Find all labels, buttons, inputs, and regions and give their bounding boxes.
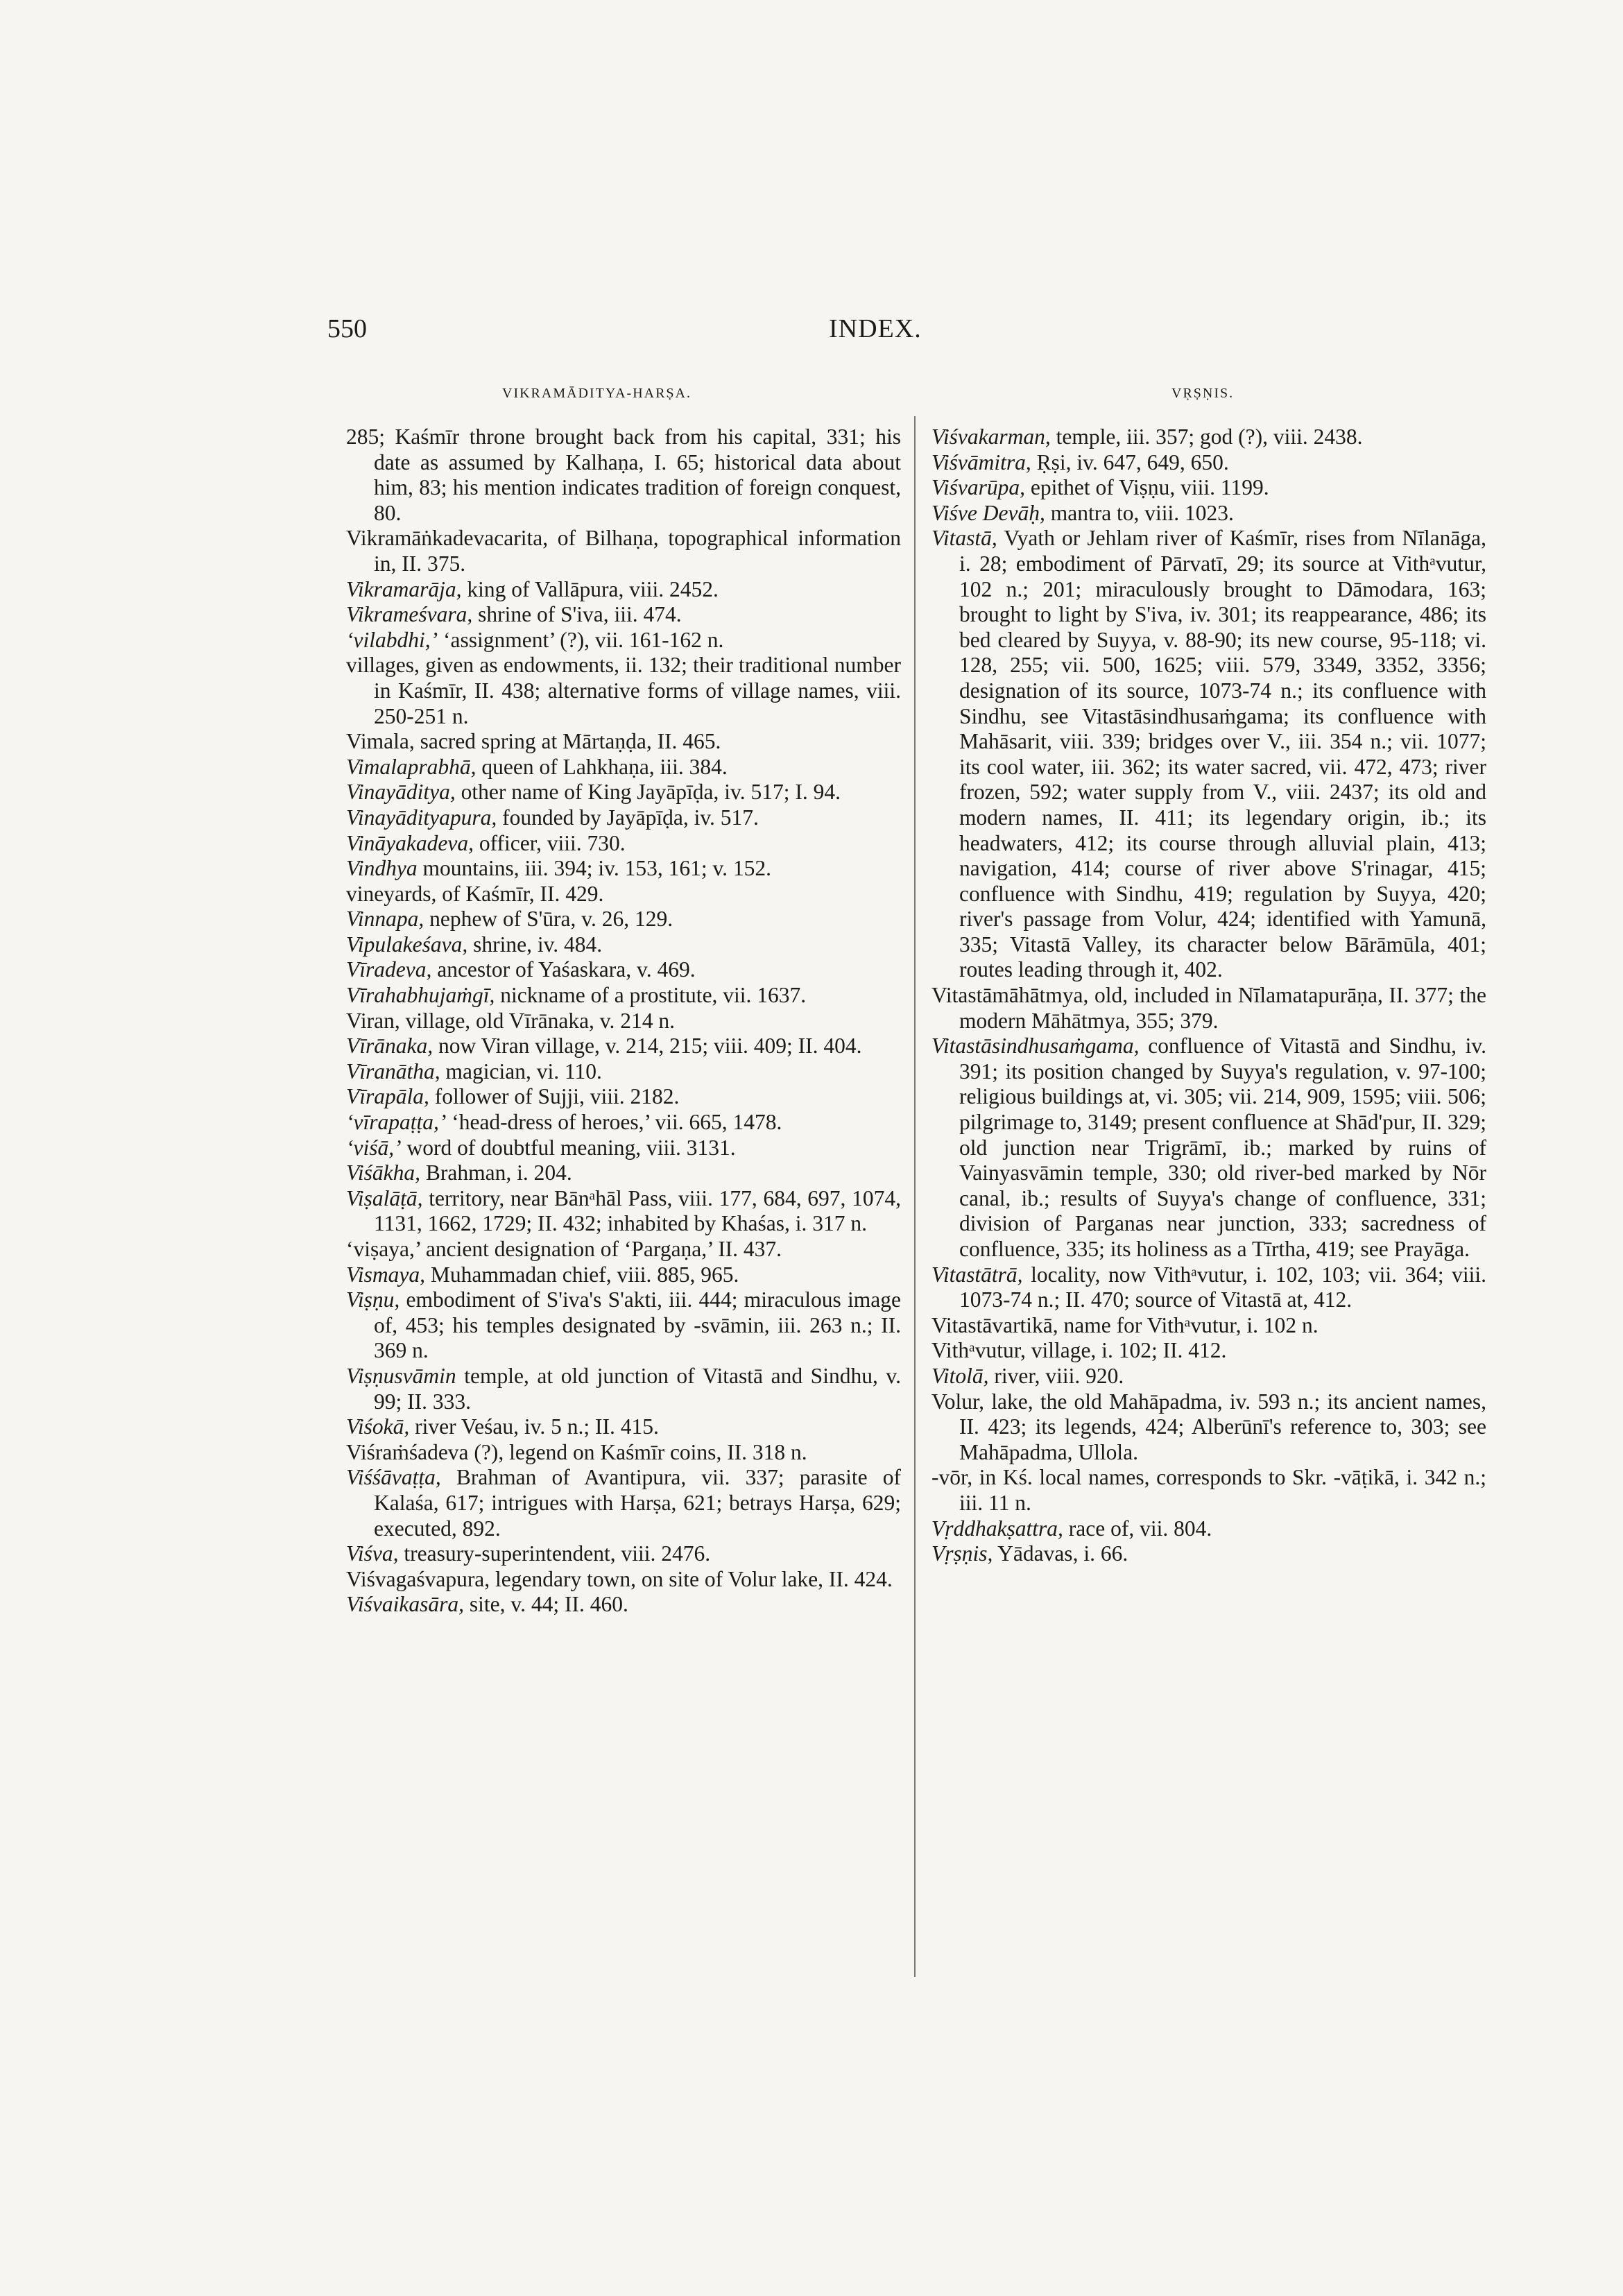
entry-headword: Viśokā, — [346, 1414, 410, 1439]
entry-headword: Vitastātrā, — [931, 1262, 1023, 1287]
entry-text: king of Vallāpura, viii. 2452. — [461, 576, 719, 601]
entry-headword: Vikramarāja, — [346, 576, 462, 601]
entry-text: queen of Lahkhaṇa, iii. 384. — [476, 754, 728, 779]
entry-headword: Vināyakadeva, — [346, 830, 474, 855]
entry-headword: Vitastāsindhusaṁgama, — [931, 1034, 1140, 1059]
entry-headword: Viśvakarman, — [931, 425, 1051, 449]
entry-headword: -vōr, — [931, 1465, 973, 1490]
entry-text: lake, the old Mahāpadma, iv. 593 n.; its ancient names, II. 423; its legends, 424; Alberūnī's reference to, 303; see Mahāpadma, Ullola. — [959, 1389, 1486, 1464]
index-entry — [346, 425, 901, 526]
entry-text: magician, vi. 110. — [440, 1059, 602, 1083]
entry-headword: Vīranātha, — [346, 1059, 440, 1083]
entry-headword: ‘viśā,’ — [346, 1135, 402, 1160]
index-entry — [346, 1287, 901, 1364]
index-entry — [346, 755, 901, 780]
entry-text: Brahman of Avantipura, vii. 337; parasite of Kalaśa, 617; intrigues with Harṣa, 621; betrays Harṣa, 629; executed, 892. — [374, 1465, 901, 1541]
index-entry — [346, 856, 901, 882]
entry-text: epithet of Viṣṇu, viii. 1199. — [1025, 475, 1269, 500]
index-entry — [346, 1009, 901, 1034]
page-number: 550 — [327, 314, 367, 343]
entry-text: village, i. 102; II. 412. — [1025, 1338, 1227, 1363]
index-entry — [346, 1465, 901, 1541]
entry-headword: Vīrapāla, — [346, 1084, 429, 1109]
entry-headword: Viśśāvaṭṭa, — [346, 1465, 441, 1490]
entry-headword: Viśvagaśvapura, — [346, 1566, 490, 1591]
entry-text: legendary town, on site of Volur lake, II. 424. — [490, 1566, 893, 1591]
column-divider — [914, 416, 916, 1977]
entry-text: of Kaśmīr, II. 429. — [436, 881, 604, 906]
entry-text: village, old Vīrānaka, v. 214 n. — [400, 1008, 676, 1033]
index-entry — [346, 1364, 901, 1414]
entry-text: race of, vii. 804. — [1063, 1516, 1212, 1541]
index-column-left — [346, 425, 901, 1618]
index-entry — [931, 475, 1486, 501]
entry-text: temple, at old junction of Vitastā and Sindhu, v. 99; II. 333. — [374, 1363, 901, 1414]
entry-headword: Vikrameśvara, — [346, 602, 473, 627]
index-entry — [346, 602, 901, 628]
entry-text: (?), legend on Kaśmīr coins, II. 318 n. — [468, 1439, 807, 1464]
index-entry — [931, 501, 1486, 526]
entry-headword: Vimala, — [346, 729, 415, 754]
entry-headword: ‘vīrapaṭṭa,’ — [346, 1110, 447, 1135]
entry-text: sacred spring at Mārtaṇḍa, II. 465. — [414, 729, 721, 754]
entry-headword: Vinayāditya, — [346, 780, 456, 805]
index-entry — [346, 1414, 901, 1440]
index-entry — [346, 628, 901, 653]
entry-headword: Vipulakeśava, — [346, 932, 468, 957]
index-entry — [346, 1160, 901, 1186]
entry-text: Muhammadan chief, viii. 885, 965. — [425, 1262, 739, 1287]
entry-headword: Viśvaikasāra, — [346, 1592, 465, 1617]
index-entry — [931, 450, 1486, 476]
entry-headword: Vīradeva, — [346, 957, 432, 982]
index-entry — [346, 1567, 901, 1593]
entry-text: site, v. 44; II. 460. — [464, 1592, 628, 1617]
index-entry — [931, 983, 1486, 1034]
entry-text: of Bilhaṇa, topographical information in, II. 375. — [374, 526, 901, 576]
entry-headword: ‘vilabdhi,’ — [346, 627, 438, 652]
entry-headword: Vitastā, — [931, 526, 997, 551]
entry-text: now Viran village, v. 214, 215; viii. 409; II. 404. — [433, 1034, 862, 1059]
entry-headword: villages, — [346, 653, 420, 678]
entry-text: founded by Jayāpīḍa, iv. 517. — [497, 805, 759, 830]
entry-text: old, included in Nīlamatapurāṇa, II. 377; the modern Māhātmya, 355; 379. — [959, 983, 1486, 1033]
index-entry — [346, 1440, 901, 1466]
index-entry — [931, 1034, 1486, 1262]
entry-text: ancient designation of ‘Pargaṇa,’ II. 437. — [420, 1237, 782, 1261]
index-entry — [346, 577, 901, 603]
entry-headword: Vīrānaka, — [346, 1034, 433, 1059]
index-entry — [346, 1262, 901, 1288]
entry-headword: Vinnapa, — [346, 907, 424, 932]
entry-headword: Viṣalāṭā, — [346, 1185, 423, 1210]
entry-headword: Vindhya — [346, 856, 418, 881]
entry-text: river, viii. 920. — [988, 1363, 1124, 1388]
index-entry — [346, 983, 901, 1009]
running-head-right: VṚṢṆIS. — [1171, 386, 1235, 401]
index-entry — [346, 882, 901, 907]
entry-text: confluence of Vitastā and Sindhu, iv. 391; its position changed by Suyya's regulation, v. 97-100; religious buildings at, vi. 305; vii. 214, 909, 1595; viii. 506; pilgrimage to, 3149; present confluence at Shād'pur, II. 329; old junction near Trigrāmī, ib.; marked by ruins of Vainyasvāmin temple, 330; old river-bed marked by Nōr canal, ib.; results of Suyya's change of confluence, 331; division of Parganas near junction, 333; sacredness of confluence, 335; its holiness as a Tīrtha, 419; see Prayāga. — [959, 1034, 1486, 1261]
entry-text: ‘head-dress of heroes,’ vii. 665, 1478. — [446, 1110, 782, 1135]
entry-text: Ṛṣi, iv. 647, 649, 650. — [1031, 449, 1229, 474]
entry-text: in Kś. local names, corresponds to Skr. -vāṭikā, i. 342 n.; iii. 11 n. — [959, 1465, 1486, 1515]
entry-headword: vineyards, — [346, 881, 437, 906]
entry-headword: Vinayādityapura, — [346, 805, 497, 830]
entry-text: river Veśau, iv. 5 n.; II. 415. — [409, 1414, 659, 1439]
entry-headword: Vitolā, — [931, 1363, 989, 1388]
index-entry — [346, 1059, 901, 1085]
index-entry — [346, 932, 901, 958]
index-entry — [931, 425, 1486, 450]
entry-text: officer, viii. 730. — [473, 830, 626, 855]
index-column-right — [931, 425, 1486, 1567]
entry-text: mantra to, viii. 1023. — [1045, 500, 1234, 525]
entry-headword: Viran, — [346, 1008, 400, 1033]
entry-text: Vyath or Jehlam river of Kaśmīr, rises from Nīlanāga, i. 28; embodiment of Pārvatī, 29; its source at Vithᵃvutur, 102 n.; 201; miraculously brought to Dāmodara, 163; brought to light by S'iva, iv. 301; its reappearance, 486; its bed cleared by Suyya, v. 88-90; its new course, 95-118; vi. 128, 255; vii. 500, 1625; viii. 579, 3349, 3352, 3356; designation of its source, 1073-74 n.; its confluence with Sindhu, see Vitastāsindhusaṁgama; its confluence with Mahāsarit, viii. 339; bridges over V., iii. 354 n.; vii. 1077; its cool water, iii. 362; its water sacred, vii. 472, 473; river frozen, 592; water supply from V., viii. 2437; its old and modern names, II. 411; its legendary origin, ib.; its headwaters, 412; its course through alluvial plain, 413; navigation, 414; course of river above S'rinagar, 415; confluence with Sindhu, 419; regulation by Suyya, 420; river's passage from Volur, 424; identified with Yamunā, 335; Vitastā Valley, its character below Bārāmūla, 401; routes leading through it, 402. — [959, 526, 1486, 982]
page-title: INDEX. — [829, 314, 922, 343]
entry-text: Yādavas, i. 66. — [993, 1541, 1128, 1566]
entry-headword: Vithᵃvutur, — [931, 1338, 1026, 1363]
entry-text: nephew of S'ūra, v. 26, 129. — [424, 907, 673, 932]
entry-text: given as endowments, ii. 132; their traditional number in Kaśmīr, II. 438; alternative forms of village names, viii. 250-251 n. — [374, 653, 901, 728]
index-entry — [346, 780, 901, 805]
entry-headword: Vṛṣṇis, — [931, 1541, 993, 1566]
entry-text: shrine of S'iva, iii. 474. — [472, 602, 682, 627]
index-entry — [346, 1110, 901, 1136]
entry-text: ‘assignment’ (?), vii. 161-162 n. — [438, 627, 724, 652]
entry-headword: Viṣṇusvāmin — [346, 1363, 456, 1388]
index-entry — [346, 653, 901, 729]
entry-text: mountains, iii. 394; iv. 153, 161; v. 152. — [417, 856, 772, 881]
entry-text: ancestor of Yaśaskara, v. 469. — [431, 957, 696, 982]
index-entry — [346, 1237, 901, 1262]
entry-text: Brahman, i. 204. — [420, 1160, 572, 1185]
index-entry — [346, 957, 901, 983]
entry-text: name for Vithᵃvutur, i. 102 n. — [1058, 1312, 1319, 1337]
entry-headword: Viśvāmitra, — [931, 449, 1031, 474]
index-entry — [346, 1186, 901, 1237]
index-entry — [931, 1338, 1486, 1364]
entry-headword: Viṣṇu, — [346, 1287, 400, 1312]
entry-text: embodiment of S'iva's S'akti, iii. 444; miraculous image of, 453; his temples designated by -svāmin, iii. 263 n.; II. 369 n. — [374, 1287, 901, 1363]
index-entry — [931, 1465, 1486, 1516]
index-entry — [931, 1364, 1486, 1389]
entry-headword: Viśraṁśadeva — [346, 1439, 469, 1464]
index-entry — [931, 1262, 1486, 1313]
entry-text: 285; Kaśmīr throne brought back from his capital, 331; his date as assumed by Kalhaṇa, I. 65; historical data about him, 83; his mention indicates tradition of foreign conquest, 80. — [346, 425, 901, 525]
entry-headword: Vitastāmāhātmya, — [931, 983, 1089, 1008]
index-entry — [346, 907, 901, 932]
entry-headword: Vitastāvartikā, — [931, 1312, 1058, 1337]
entry-headword: Vṛddhakṣattra, — [931, 1516, 1063, 1541]
entry-headword: Vismaya, — [346, 1262, 426, 1287]
entry-headword: Volur, — [931, 1389, 985, 1414]
entry-text: locality, now Vithᵃvutur, i. 102, 103; vii. 364; viii. 1073-74 n.; II. 470; source of Vitastā at, 412. — [959, 1262, 1486, 1312]
entry-headword: Vikramāṅkadevacarita, — [346, 526, 549, 551]
entry-headword: Viśva, — [346, 1541, 399, 1566]
entry-text: follower of Sujji, viii. 2182. — [429, 1084, 680, 1109]
index-entry — [931, 1389, 1486, 1466]
entry-headword: Viśākha, — [346, 1160, 421, 1185]
index-entry — [346, 831, 901, 857]
entry-text: nickname of a prostitute, vii. 1637. — [495, 983, 807, 1008]
index-entry — [346, 1592, 901, 1618]
entry-headword: Vīrahabhujaṁgī, — [346, 983, 495, 1008]
index-entry — [346, 1136, 901, 1161]
index-entry — [346, 805, 901, 831]
entry-text: word of doubtful meaning, viii. 3131. — [401, 1135, 736, 1160]
entry-text: shrine, iv. 484. — [467, 932, 603, 957]
index-entry — [931, 1516, 1486, 1542]
entry-headword: Viśvarūpa, — [931, 475, 1026, 500]
running-head-left: VIKRAMĀDITYA-HARṢA. — [502, 386, 692, 401]
entry-text: territory, near Bānᵃhāl Pass, viii. 177, 684, 697, 1074, 1131, 1662, 1729; II. 432; inhabited by Khaśas, i. 317 n. — [374, 1185, 901, 1236]
index-entry — [931, 526, 1486, 983]
entry-text: other name of King Jayāpīḍa, iv. 517; I. 94. — [455, 780, 841, 805]
index-entry — [346, 1541, 901, 1567]
entry-text: temple, iii. 357; god (?), viii. 2438. — [1050, 425, 1363, 449]
index-entry — [346, 729, 901, 755]
index-entry — [346, 1034, 901, 1059]
index-entry — [346, 1084, 901, 1110]
entry-headword: Vimalaprabhā, — [346, 754, 476, 779]
entry-headword: ‘viṣaya,’ — [346, 1237, 420, 1261]
entry-headword: Viśve Devāḥ, — [931, 500, 1045, 525]
index-entry — [931, 1541, 1486, 1567]
index-entry — [931, 1313, 1486, 1339]
index-entry — [346, 526, 901, 576]
entry-text: treasury-superintendent, viii. 2476. — [398, 1541, 711, 1566]
